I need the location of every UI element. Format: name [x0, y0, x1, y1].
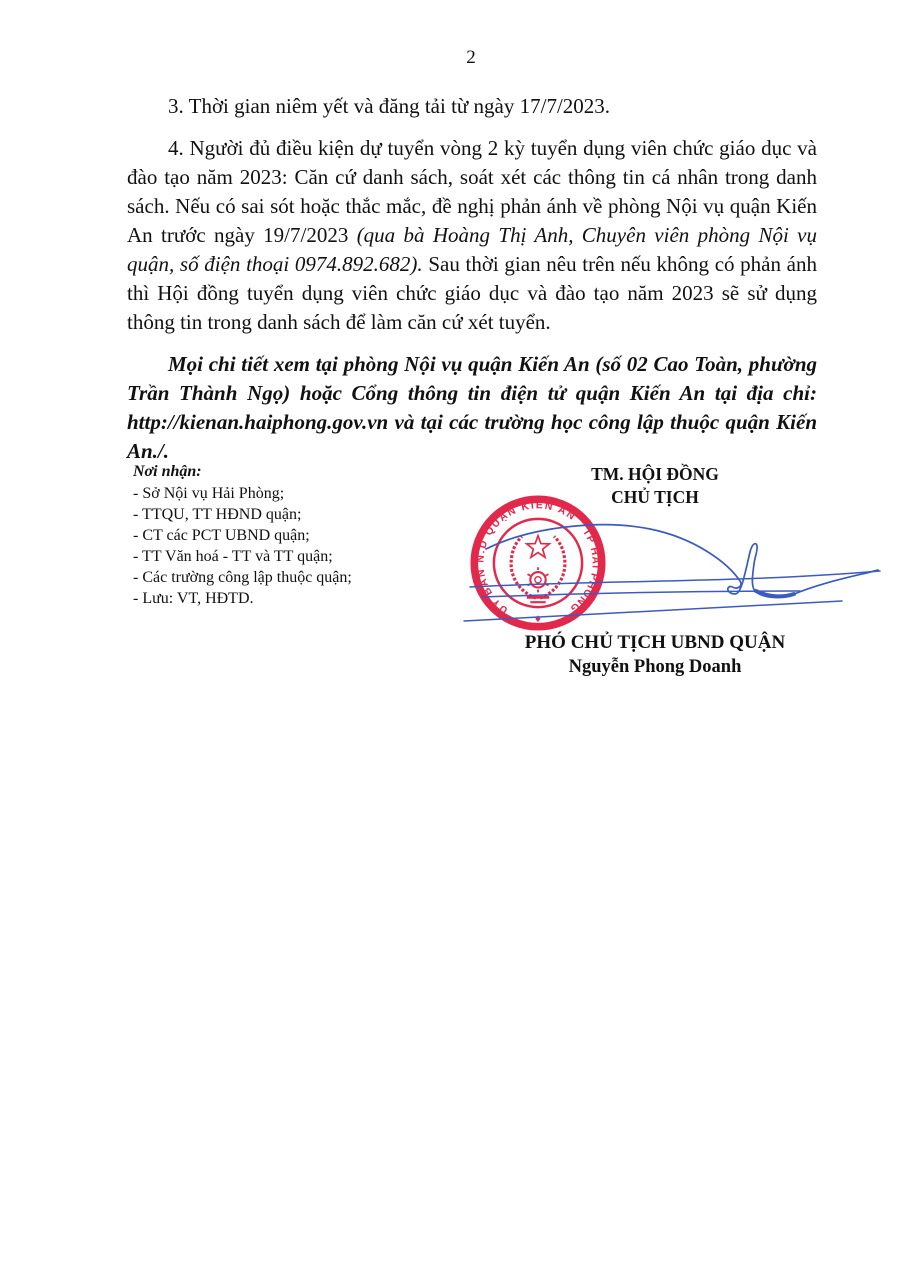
recipient-item: - TT Văn hoá - TT và TT quận;	[133, 548, 333, 565]
paragraph-3-text: 3. Thời gian niêm yết và đăng tải từ ngày 17/7/2023.	[168, 94, 611, 118]
seal-separator-diamond: ♦	[533, 614, 543, 625]
signature-flourish-line-2	[482, 591, 800, 597]
recipient-item: - Các trường công lập thuộc quận;	[133, 569, 352, 586]
recipient-item: - CT các PCT UBND quận;	[133, 527, 310, 544]
authority-line-1: TM. HỘI ĐỒNG	[591, 464, 719, 484]
document-body	[127, 92, 817, 479]
signature-flourish-line-1	[470, 571, 880, 587]
paragraph-3	[127, 92, 817, 121]
recipient-item: - Lưu: VT, HĐTD.	[133, 590, 254, 607]
paragraph-4-contact-note: (qua bà Hoàng Thị Anh, Chuyên viên phòng Nội vụ quận, số điện thoại 0974.892.682).	[127, 223, 817, 276]
signer-block	[455, 630, 855, 680]
signer-title: PHÓ CHỦ TỊCH UBND QUẬN	[524, 632, 786, 653]
paragraph-4-text-end: Sau thời gian nêu trên nếu không có phản ánh thì Hội đồng tuyển dụng viên chức giáo dục và đào tạo năm 2023 sẽ sử dụng thông tin trong danh sách để làm căn cứ xét tuyển.	[127, 252, 817, 334]
signature-main-stroke	[486, 525, 878, 598]
seal-text-top: ỦY BAN N.D QUẬN KIẾN AN	[474, 499, 578, 617]
recipient-item: - TTQU, TT HĐND quận;	[133, 506, 302, 523]
signature-flourish-line-3	[464, 601, 842, 621]
seal-text-bottom: TP HẢI PHÒNG	[567, 526, 602, 615]
paragraph-details-text: Mọi chi tiết xem tại phòng Nội vụ quận Kiến An (số 02 Cao Toàn, phường Trần Thành Ngọ) hoặc Cổng thông tin điện tử quận Kiến An tại địa chỉ: http://kienan.haiphong.gov.vn và tại các trường học công lập thuộc quận Kiến An./.	[127, 352, 817, 463]
paragraph-details	[127, 350, 817, 466]
signer-name: Nguyễn Phong Doanh	[568, 657, 742, 677]
paragraph-4-text-start: 4. Người đủ điều kiện dự tuyển vòng 2 kỳ tuyển dụng viên chức giáo dục và đào tạo năm 2023: Căn cứ danh sách, soát xét các thông tin cá nhân trong danh sách. Nếu có sai sót hoặc thắc mắc, đề nghị phản ánh về phòng Nội vụ quận Kiến An trước ngày 19/7/2023	[127, 136, 817, 247]
recipient-item: - Sở Nội vụ Hải Phòng;	[133, 485, 285, 502]
recipients-block	[133, 461, 433, 609]
authority-line-2: CHỦ TỊCH	[611, 487, 699, 507]
handwritten-signature	[450, 505, 900, 635]
paragraph-4	[127, 134, 817, 337]
page-number: 2	[466, 47, 476, 68]
recipients-title: Nơi nhận:	[133, 463, 202, 480]
